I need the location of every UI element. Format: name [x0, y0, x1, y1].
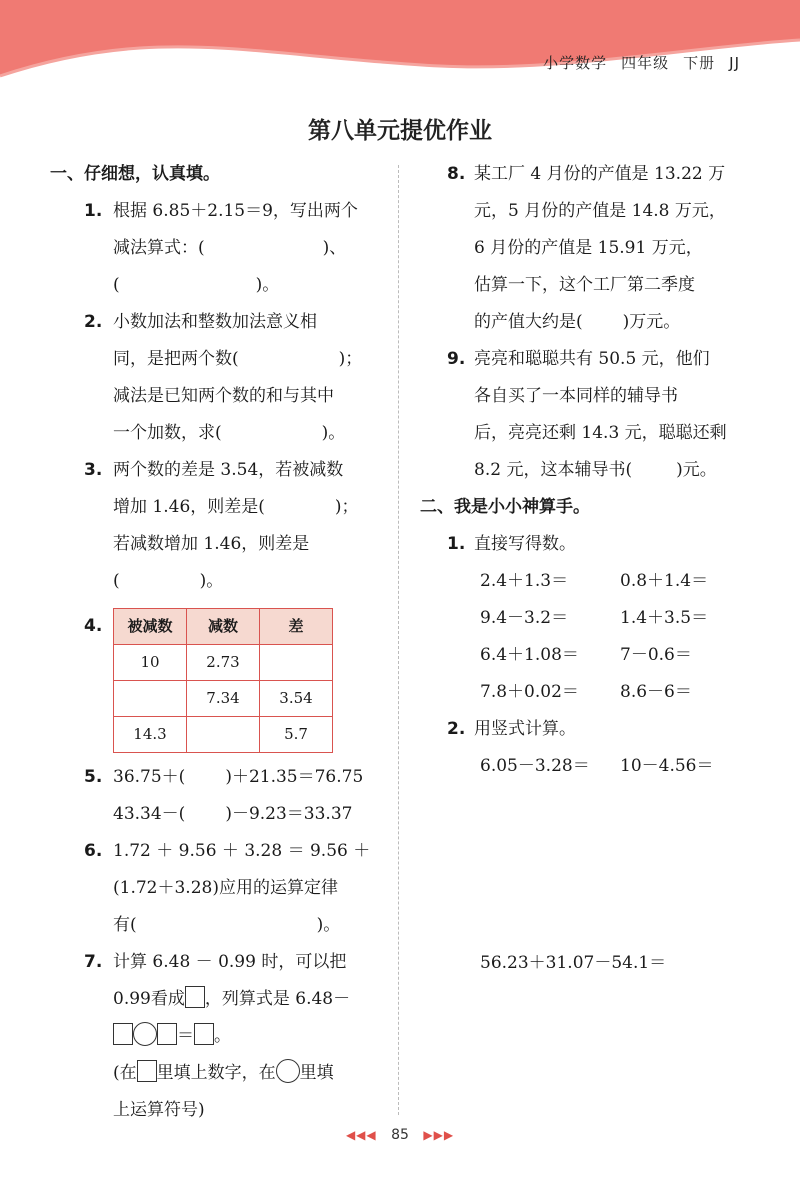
- calc-item: 7－0.6＝: [620, 645, 692, 665]
- question-6: 6. 1.72 ＋ 9.56 ＋ 3.28 ＝ 9.56 ＋ (1.72＋3.28)应用的运算定律 有( )。: [50, 833, 380, 944]
- vertical-calc-row: [420, 748, 760, 785]
- answer-box[interactable]: [157, 1023, 177, 1045]
- calc-item: 7.8＋0.02＝: [480, 682, 579, 702]
- table-row: [114, 681, 333, 717]
- table-cell: 2.73: [187, 645, 260, 681]
- question-1: 1. 根据 6.85＋2.15＝9，写出两个 减法算式：( )、 ( )。: [50, 193, 380, 304]
- question-5: 5. 36.75＋( )＋21.35＝76.75 43.34－( )－9.23＝33.37: [50, 759, 380, 833]
- table-cell-blank[interactable]: [260, 645, 333, 681]
- page-footer: [0, 1127, 800, 1143]
- table-cell: 3.54: [260, 681, 333, 717]
- circle-symbol-icon: [276, 1059, 300, 1083]
- table-cell: 14.3: [114, 717, 187, 753]
- answer-box[interactable]: [185, 986, 205, 1008]
- series-volume: 下册: [683, 54, 716, 72]
- subtraction-table: [113, 608, 333, 753]
- table-cell: 7.34: [187, 681, 260, 717]
- question-number: 2.: [84, 312, 103, 332]
- subquestion-2: 2. 用竖式计算。: [420, 711, 760, 748]
- column-divider: [398, 165, 399, 1115]
- table-header: 减数: [187, 609, 260, 645]
- question-number: 1.: [447, 534, 466, 554]
- question-number: 1.: [84, 201, 103, 221]
- calc-item: 8.6－6＝: [620, 682, 692, 702]
- vertical-calc-row: [420, 945, 760, 982]
- question-8: 8. 某工厂 4 月份的产值是 13.22 万 元，5 月份的产值是 14.8 万元， 6 月份的产值是 15.91 万元， 估算一下，这个工厂第二季度 的产值大约是( )万元。: [420, 156, 760, 341]
- calc-item: 9.4－3.2＝: [480, 608, 569, 628]
- page-title: 第八单元提优作业: [308, 118, 492, 144]
- table-row: [114, 717, 333, 753]
- question-2: 2. 小数加法和整数加法意义相 同，是把两个数( )； 减法是已知两个数的和与其中 一个加数，求( )。: [50, 304, 380, 452]
- calc-item: 1.4＋3.5＝: [620, 608, 709, 628]
- page-number: 85: [391, 1127, 409, 1143]
- left-column: [50, 156, 380, 1129]
- question-9: 9. 亮亮和聪聪共有 50.5 元，他们 各自买了一本同样的辅导书 后，亮亮还剩 14.3 元，聪聪还剩 8.2 元，这本辅导书( )元。: [420, 341, 760, 489]
- calc-row: [420, 600, 760, 637]
- question-7: 7. 计算 6.48 － 0.99 时，可以把 0.99看成 ，列算式是 6.48－ ＝ 。 (在 里填上数字，在 里填 上运算符号): [50, 944, 380, 1129]
- calc-item: 0.8＋1.4＝: [620, 571, 709, 591]
- calc-item: 10－4.56＝: [620, 756, 714, 776]
- header-banner: [0, 0, 800, 90]
- calc-item: 6.4＋1.08＝: [480, 645, 579, 665]
- series-grade: 四年级: [621, 54, 670, 72]
- right-column: [420, 156, 760, 982]
- series-edition: JJ: [729, 54, 740, 72]
- left-arrows-icon: ◀◀◀: [345, 1128, 377, 1142]
- series-subject: 小学数学: [543, 54, 608, 72]
- calc-row: [420, 637, 760, 674]
- question-number: 6.: [84, 841, 103, 861]
- calc-item: 6.05－3.28＝: [480, 756, 590, 776]
- table-row: [114, 645, 333, 681]
- question-number: 3.: [84, 460, 103, 480]
- table-cell-blank[interactable]: [114, 681, 187, 717]
- subquestion-1: 1. 直接写得数。: [420, 526, 760, 563]
- book-series: [529, 52, 740, 73]
- box-symbol-icon: [137, 1060, 157, 1082]
- calc-row: [420, 674, 760, 711]
- question-number: 9.: [447, 349, 466, 369]
- table-cell-blank[interactable]: [187, 717, 260, 753]
- work-space[interactable]: [420, 785, 760, 945]
- question-number: 7.: [84, 952, 103, 972]
- table-header: 被减数: [114, 609, 187, 645]
- operator-circle[interactable]: [133, 1022, 157, 1046]
- question-number: 4.: [84, 616, 103, 636]
- calc-item: 2.4＋1.3＝: [480, 571, 569, 591]
- table-header: 差: [260, 609, 333, 645]
- answer-box[interactable]: [113, 1023, 133, 1045]
- calc-row: [420, 563, 760, 600]
- question-4: [50, 608, 380, 753]
- table-cell: 5.7: [260, 717, 333, 753]
- right-arrows-icon: ▶▶▶: [423, 1128, 455, 1142]
- calc-item: 56.23＋31.07－54.1＝: [480, 953, 667, 973]
- question-number: 2.: [447, 719, 466, 739]
- question-number: 5.: [84, 767, 103, 787]
- answer-box[interactable]: [194, 1023, 214, 1045]
- question-number: 8.: [447, 164, 466, 184]
- table-cell: 10: [114, 645, 187, 681]
- section-2-heading: 二、我是小小神算手。: [420, 497, 590, 517]
- section-1-heading: 一、仔细想，认真填。: [50, 164, 220, 184]
- question-3: 3. 两个数的差是 3.54，若被减数 增加 1.46，则差是( )； 若减数增加 1.46，则差是 ( )。: [50, 452, 380, 600]
